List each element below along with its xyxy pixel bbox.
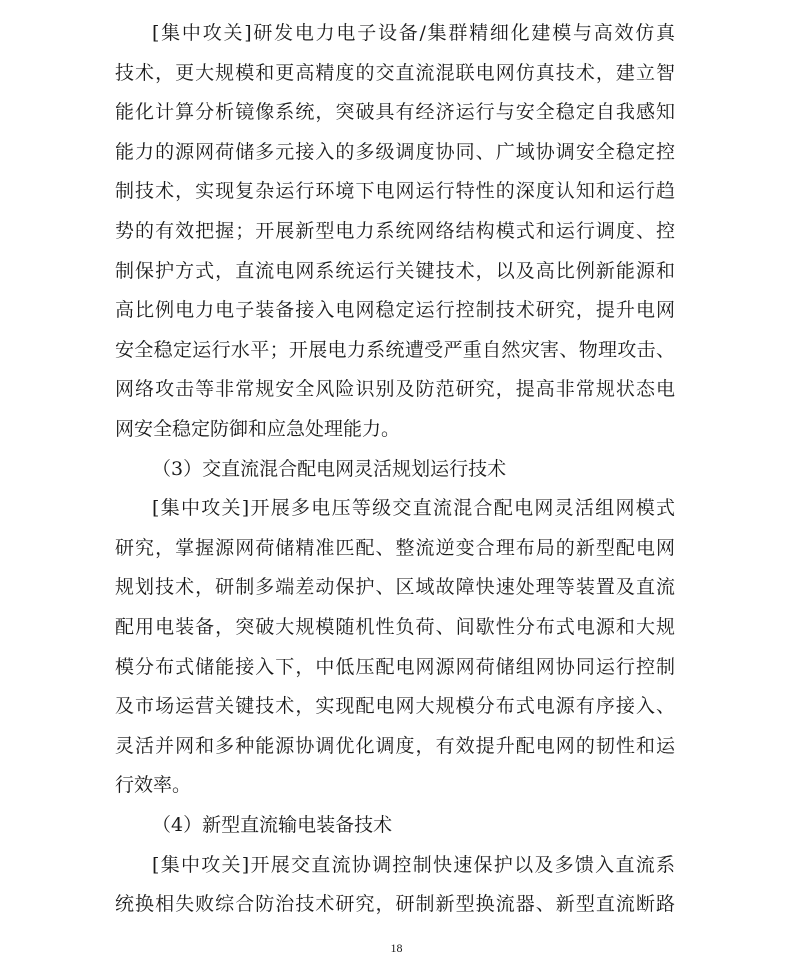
paragraph-2-line-8: 行效率。 (115, 774, 192, 797)
paragraph-1-line-10: 网络攻击等非常规安全风险识别及防范研究，提高非常规状态电 (115, 378, 675, 401)
paragraph-1-line-1: [集中攻关]研发电力电子设备/集群精细化建模与高效仿真 (152, 22, 675, 44)
page-number: 18 (390, 941, 403, 955)
paragraph-2-line-6: 及市场运营关键技术，实现配电网大规模分布式电源有序接入、 (115, 695, 675, 718)
paragraph-2-line-2: 研究，掌握源网荷储精准匹配、整流逆变合理布局的新型配电网 (115, 536, 675, 559)
paragraph-1-line-5: 制技术，实现复杂运行环境下电网运行特性的深度认知和运行趋 (115, 180, 675, 203)
paragraph-2-line-4: 配用电装备，突破大规模随机性负荷、间歇性分布式电源和大规 (115, 616, 675, 638)
section-heading-3: （3）交直流混合配电网灵活规划运行技术 (152, 457, 507, 480)
paragraph-1-line-7: 制保护方式，直流电网系统运行关键技术，以及高比例新能源和 (115, 259, 675, 282)
paragraph-3-line-2: 统换相失败综合防治技术研究，研制新型换流器、新型直流断路 (115, 893, 675, 916)
paragraph-1-line-6: 势的有效把握；开展新型电力系统网络结构模式和运行调度、控 (115, 220, 675, 242)
paragraph-2-line-1: [集中攻关]开展多电压等级交直流混合配电网灵活组网模式 (152, 497, 675, 520)
paragraph-2-line-3: 规划技术，研制多端差动保护、区域故障快速处理等装置及直流 (115, 576, 675, 599)
paragraph-2-line-7: 灵活并网和多种能源协调优化调度，有效提升配电网的韧性和运 (115, 734, 675, 757)
paragraph-2-line-5: 模分布式储能接入下，中低压配电网源网荷储组网协同运行控制 (115, 655, 675, 678)
paragraph-1-line-11: 网安全稳定防御和应急处理能力。 (115, 418, 401, 440)
paragraph-1-line-4: 能力的源网荷储多元接入的多级调度协同、广域协调安全稳定控 (115, 140, 675, 163)
paragraph-1-line-8: 高比例电力电子装备接入电网稳定运行控制技术研究，提升电网 (115, 299, 675, 322)
paragraph-3-line-1: [集中攻关]开展交直流协调控制快速保护以及多馈入直流系 (152, 853, 675, 876)
paragraph-1-line-9: 安全稳定运行水平；开展电力系统遭受严重自然灾害、物理攻击、 (115, 338, 675, 361)
paragraph-1-line-3: 能化计算分析镜像系统，突破具有经济运行与安全稳定自我感知 (115, 101, 675, 124)
paragraph-1-line-2: 技术，更大规模和更高精度的交直流混联电网仿真技术，建立智 (115, 61, 675, 84)
section-heading-4: （4）新型直流输电装备技术 (152, 814, 393, 836)
